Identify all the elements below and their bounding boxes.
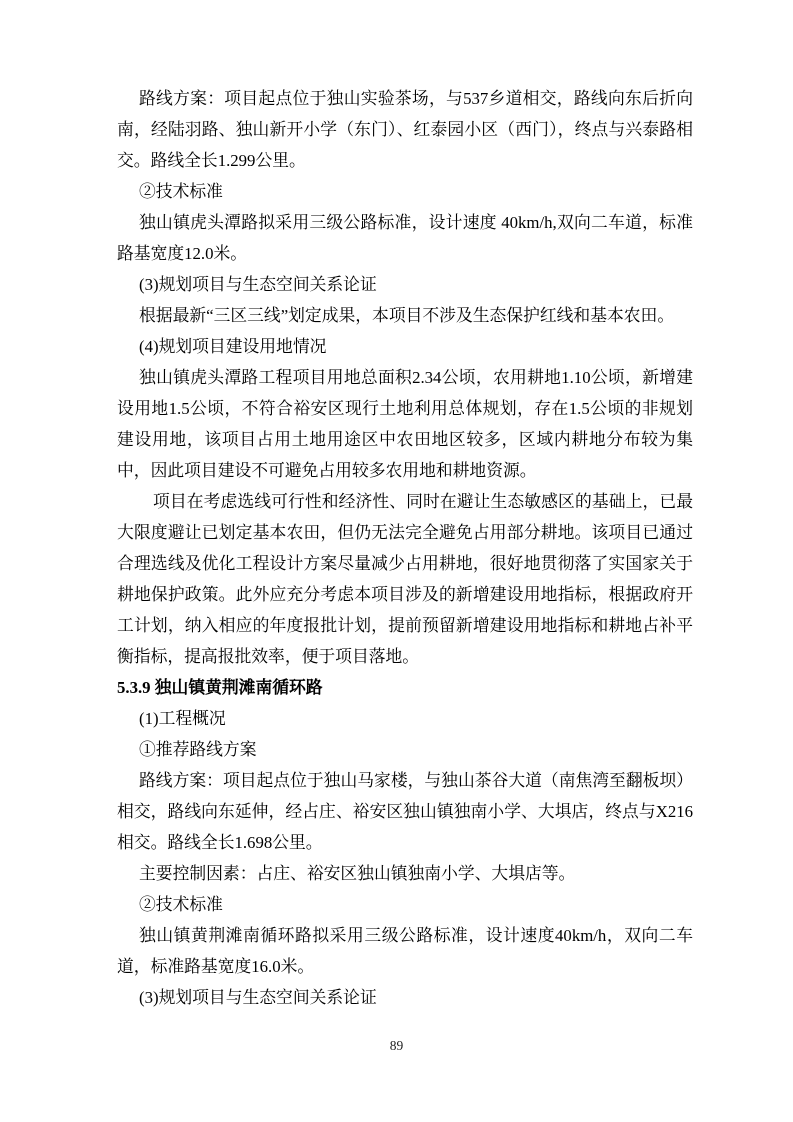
paragraph-tech-standard-label-2: ②技术标准 [139, 895, 223, 914]
paragraph-land-use-label: (4)规划项目建设用地情况 [139, 337, 327, 356]
document-body [117, 83, 693, 1013]
paragraph-tech-standard-label: ②技术标准 [139, 182, 223, 201]
paragraph-recommended-route-label: ①推荐路线方案 [139, 740, 257, 759]
paragraph-eco-space-result: 根据最新“三区三线”划定成果，本项目不涉及生态保护红线和基本农田。 [139, 306, 675, 325]
paragraph-eco-space-label-2: (3)规划项目与生态空间关系论证 [139, 988, 377, 1007]
page-number: 89 [389, 1038, 404, 1053]
section-heading-5-3-9: 5.3.9 独山镇黄荆滩南循环路 [117, 678, 323, 697]
paragraph-control-factors: 主要控制因素：占庄、裕安区独山镇独南小学、大埧店等。 [139, 864, 576, 883]
paragraph-route-plan-hutoutan: 路线方案：项目起点位于独山实验茶场，与537乡道相交，路线向东后折向南，经陆羽路、独山新开小学（东门）、红泰园小区（西门），终点与兴泰路相交。路线全长1.299公里。 [117, 89, 693, 170]
paragraph-farmland-protection: 项目在考虑选线可行性和经济性、同时在避让生态敏感区的基础上，已最大限度避让已划定基本农田，但仍无法完全避免占用部分耕地。该项目已通过合理选线及优化工程设计方案尽量减少占用耕地，很好地贯彻落了实国家关于耕地保护政策。此外应充分考虑本项目涉及的新增建设用地指标，根据政府开工计划，纳入相应的年度报批计划，提前预留新增建设用地指标和耕地占补平衡指标，提高报批效率，便于项目落地。 [117, 492, 693, 666]
paragraph-eco-space-label: (3)规划项目与生态空间关系论证 [139, 275, 377, 294]
paragraph-project-overview-label: (1)工程概况 [139, 709, 226, 728]
paragraph-route-plan-huangjingtan: 路线方案：项目起点位于独山马家楼，与独山茶谷大道（南焦湾至翻板坝）相交，路线向东延伸，经占庄、裕安区独山镇独南小学、大埧店，终点与X216相交。路线全长1.698公里。 [117, 771, 693, 852]
paragraph-land-use-detail: 独山镇虎头潭路工程项目用地总面积2.34公顷，农用耕地1.10公顷，新增建设用地1.5公顷，不符合裕安区现行土地利用总体规划，存在1.5公顷的非规划建设用地，该项目占用土地用途区中农田地区较多，区域内耕地分布较为集中，因此项目建设不可避免占用较多农用地和耕地资源。 [117, 368, 693, 480]
paragraph-tech-standard-huangjingtan: 独山镇黄荆滩南循环路拟采用三级公路标准，设计速度40km/h，双向二车道，标准路基宽度16.0米。 [117, 926, 693, 976]
paragraph-tech-standard-hutoutan: 独山镇虎头潭路拟采用三级公路标准，设计速度 40km/h,双向二车道，标准路基宽度12.0米。 [117, 213, 693, 263]
